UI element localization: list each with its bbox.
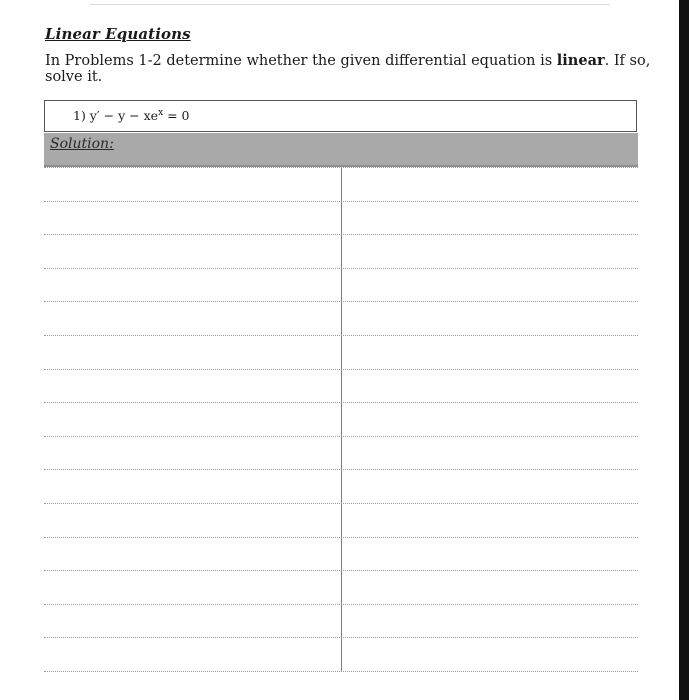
answer-line	[44, 436, 638, 437]
problem-1-equation	[73, 108, 190, 123]
answer-line	[44, 402, 638, 403]
header-rule	[90, 4, 610, 5]
answer-line	[44, 537, 638, 538]
window-edge	[679, 0, 689, 700]
answer-line	[44, 167, 638, 168]
page-title: Linear Equations	[45, 25, 191, 43]
instructions-bold-word: linear	[556, 52, 605, 69]
equation-main: 1) y′ − y − xe	[73, 108, 159, 124]
answer-line	[44, 503, 638, 504]
answer-line	[44, 201, 638, 202]
answer-line	[44, 469, 638, 470]
answer-line	[44, 335, 638, 336]
answer-line	[44, 671, 638, 672]
answer-line	[44, 637, 638, 638]
equation-end: = 0	[163, 108, 190, 124]
instructions-text-2: . If so, solve it.	[45, 53, 651, 85]
column-divider	[341, 167, 342, 672]
answer-line	[44, 369, 638, 370]
instructions	[45, 53, 655, 85]
answer-line	[44, 301, 638, 302]
problem-1-box	[44, 100, 637, 132]
answer-line	[44, 268, 638, 269]
solution-header	[44, 133, 638, 167]
instructions-text-1: In Problems 1-2 determine whether the given differential equation is	[45, 53, 557, 69]
answer-line	[44, 234, 638, 235]
answer-line	[44, 570, 638, 571]
answer-line	[44, 604, 638, 605]
solution-label: Solution:	[50, 136, 114, 152]
answer-grid[interactable]	[44, 167, 638, 672]
equation-exponent: x	[158, 108, 164, 118]
